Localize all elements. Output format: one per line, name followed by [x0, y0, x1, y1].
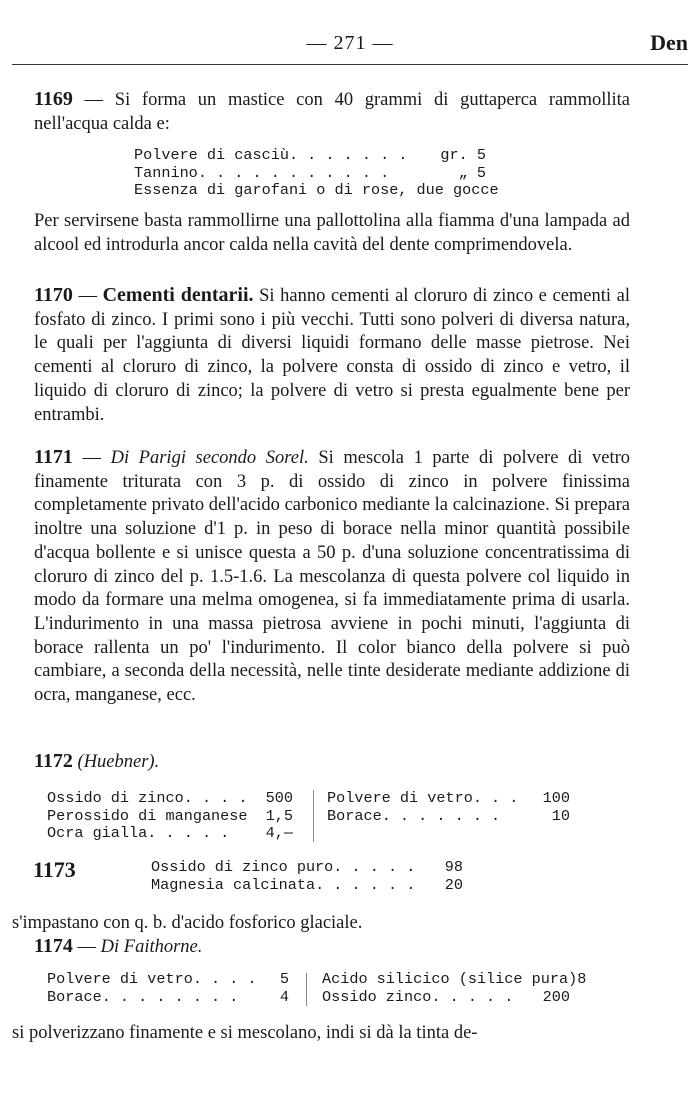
ingredient-amount: 8 [577, 970, 587, 988]
leader-dots: . . . . . . . . [101, 988, 239, 1006]
leader-dots: . . . . [192, 971, 257, 988]
ingredient-row [327, 808, 570, 826]
recipe-number: 1171 [34, 446, 73, 468]
ingredient-name: Borace [47, 987, 102, 1006]
paragraph-text: s'impastano con q. b. d'acido fosforico glaciale. [12, 913, 363, 933]
recipe-1169-ingredients [134, 146, 499, 200]
ingredient-amount: 98 [444, 858, 463, 876]
recipe-1172-table-left [47, 790, 293, 843]
column-separator [306, 973, 307, 1006]
recipe-number: 1170 [34, 284, 73, 306]
ingredient-amount: 100 [542, 789, 570, 807]
dash: — [72, 448, 111, 468]
ingredient-row [47, 825, 293, 843]
ingredient-name: Ossido di zinco puro [151, 858, 334, 876]
leader-dots: . . . . . . . [381, 807, 501, 825]
ingredient-row [134, 181, 499, 200]
page-header [12, 30, 688, 70]
running-head: Den [650, 30, 688, 55]
paragraph-text: Si hanno cementi al cloruro di zinco e cementi al fosfato di zinco. I primi sono i più vecchi. Tutti sono polveri di diversa natura, le quali per l'aggiunta di diversi liquidi formano delle masse pietrose. Nei cementi al cloruro di zinco, la polvere consta di ossido di zinco e vetro, il liquido di cloruro di zinco; la polvere di vetro si presta egualmente bene per entrambi. [34, 286, 630, 425]
paragraph-text: si polverizzano finamente e si mescolano, indi si dà la tinta de- [12, 1023, 478, 1043]
recipe-number: 1174 [34, 935, 73, 957]
recipe-number: 1169 [34, 88, 73, 110]
dash: — [72, 286, 103, 306]
ingredient-name: Magnesia calcinata [151, 875, 316, 894]
paragraph-text: Per servirsene basta rammollirne una pallottolina alla fiamma d'una lampada ad alcool ed introdurla ancor calda nella cavità del dente comprimendovela. [34, 211, 630, 255]
ingredient-name: Tannino [134, 163, 198, 182]
leader-dots: . . . [472, 790, 519, 807]
ingredient-name: Polvere di casciù [134, 146, 289, 164]
paragraph-text: Si mescola 1 parte di polvere di vetro finamente triturata con 3 p. di ossido di zinco in polvere finissima completamente privato dell'acido carbonico mediante la calcinazione. Si prepara inoltre una soluzione d'1 p. in peso di borace nella minor quantità possibile d'acqua bollente e si unisce questa a 50 p. d'una soluzione concentratissima di cloruro di zinco del p. 1.5-1.6. La mescolanza di questa polvere col liquido in modo da formare una melma omogenea, si fa immediatamente prima di usarla. L'indurimento in una massa pietrosa avviene in pochi minuti, l'aggiunta di borace rallenta un po' l'indurimento. Il color bianco della polvere si può cambiare, a seconda della necessità, nelle tinte desiderate mediante addizione di ocra, manganese, ecc. [34, 448, 631, 706]
leader-dots: . . . . . . . . . . . [197, 164, 390, 182]
leader-dots: . . . . . . [315, 876, 416, 894]
ingredient-amount: 500 [265, 789, 293, 807]
column-separator [313, 790, 314, 842]
dash: — [72, 937, 101, 957]
leader-dots: . . . . . . . [288, 147, 408, 164]
recipe-1169-usage [12, 210, 630, 257]
ingredient-amount: 20 [444, 875, 463, 894]
leader-dots [248, 808, 266, 826]
ingredient-row [47, 971, 289, 989]
recipe-1169-intro [12, 88, 630, 136]
leader-dots: . . . . . [333, 859, 416, 876]
recipe-1174-heading [12, 935, 630, 960]
header-rule [12, 64, 688, 65]
ingredient-row [151, 859, 463, 877]
ingredient-amount: gr. 5 [440, 146, 486, 164]
recipe-1173-table [151, 859, 463, 894]
ingredient-name: Polvere di vetro [327, 789, 473, 807]
ingredient-amount: „ 5 [458, 163, 486, 182]
ingredient-row [322, 970, 587, 989]
recipe-text: — Si forma un mastice con 40 grammi di guttaperca rammollita nell'acqua calda e: [34, 90, 630, 134]
ingredient-amount: 4,— [265, 824, 293, 842]
ingredient-name: Ocra gialla [47, 824, 148, 842]
section-title: (Huebner). [77, 752, 160, 772]
recipe-number: 1172 [34, 750, 73, 772]
ingredient-amount: 4 [279, 987, 289, 1006]
ingredient-row [47, 989, 289, 1007]
ingredient-row [134, 165, 486, 183]
recipe-1174-table-right [322, 970, 587, 1006]
recipe-1171 [12, 446, 630, 708]
ingredient-name: Perossido di manganese [47, 806, 248, 825]
ingredient-amount: 1,5 [265, 806, 293, 825]
ingredient-row [134, 147, 486, 165]
ingredient-row [47, 808, 293, 826]
leader-dots: . . . . . [147, 825, 230, 842]
leader-dots: . . . . [183, 790, 248, 807]
leader-dots: . . . . . [431, 988, 514, 1006]
ingredient-name: Ossido di zinco [47, 789, 184, 807]
ingredient-amount: 5 [279, 970, 289, 988]
section-title: Cementi dentarii. [102, 284, 254, 306]
recipe-1173-note [12, 912, 608, 936]
ingredient-row [151, 877, 463, 895]
recipe-1172-table-right [327, 790, 570, 825]
ingredient-name: Essenza di garofani o di rose, due gocce [134, 181, 499, 199]
ingredient-row [322, 989, 570, 1007]
ingredient-name: Polvere di vetro [47, 970, 193, 988]
ingredient-amount: 10 [551, 806, 570, 825]
ingredient-name: Borace [327, 806, 382, 825]
ingredient-name: Ossido zinco [322, 987, 432, 1006]
recipe-1174-note [12, 1022, 608, 1046]
recipe-number: 1173 [33, 857, 76, 882]
ingredient-amount: 200 [542, 987, 570, 1006]
recipe-1170 [12, 284, 630, 427]
section-title: Di Faithorne. [100, 937, 203, 957]
recipe-1172-heading [12, 750, 630, 775]
page-number: — 271 — [306, 32, 394, 54]
recipe-1174-table-left [47, 971, 289, 1006]
section-title: Di Parigi secondo Sorel. [110, 448, 309, 468]
ingredient-row [47, 790, 293, 808]
ingredient-name: Acido silicico (silice pura) [322, 970, 578, 988]
ingredient-row [327, 790, 570, 808]
